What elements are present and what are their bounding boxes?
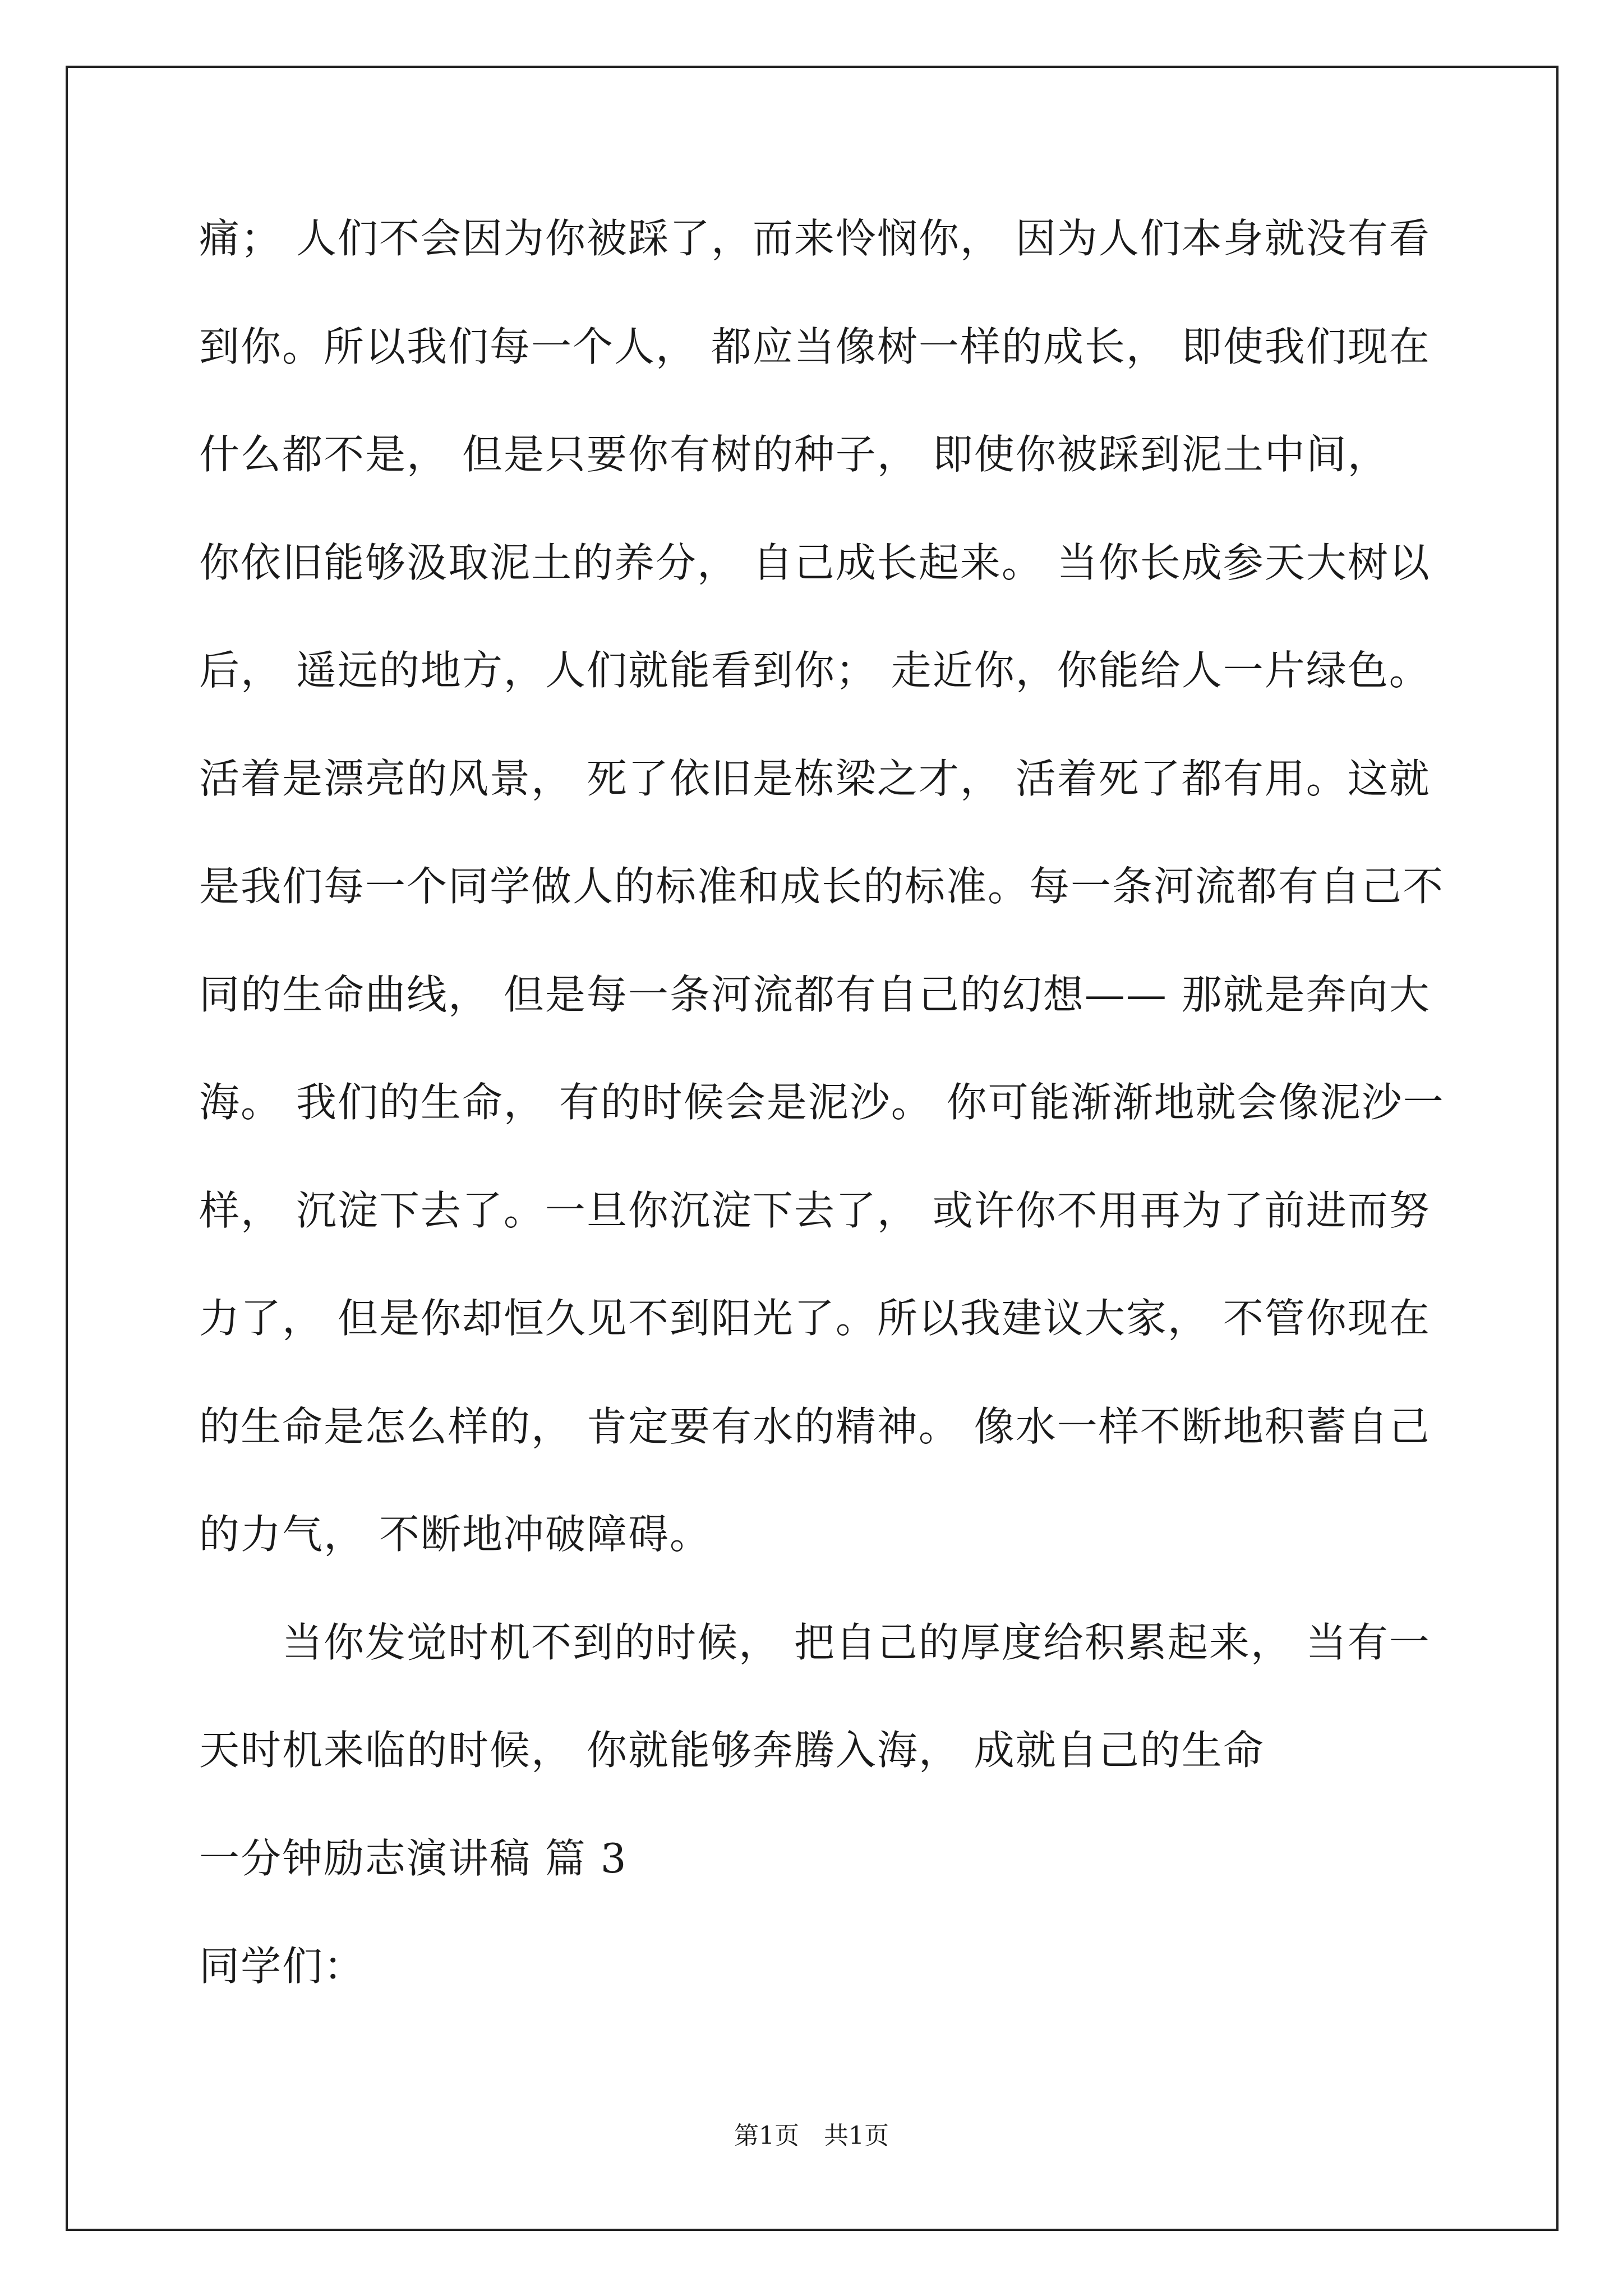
text-line: 天时机来临的时候， 你就能够奔腾入海， 成就自己的生命: [199, 1727, 1265, 1774]
text-line: 是我们每一个同学做人的标准和成长的标准。每一条河流都有自己不: [199, 863, 1445, 910]
page-footer: 第1页 共1页: [734, 2122, 889, 2150]
section-heading: 一分钟励志演讲稿 篇 3: [199, 1834, 628, 1882]
text-line: 样， 沉淀下去了。一旦你沉淀下去了， 或许你不用再为了前进而努: [199, 1186, 1431, 1234]
text-line: 力了， 但是你却恒久见不到阳光了。所以我建议大家， 不管你现在: [199, 1295, 1431, 1342]
text-line: 海。 我们的生命， 有的时候会是泥沙。 你可能渐渐地就会像泥沙一: [199, 1079, 1445, 1126]
text-line: 的生命是怎么样的， 肯定要有水的精神。 像水一样不断地积蓄自己: [199, 1402, 1431, 1450]
text-line: 后， 遥远的地方，人们就能看到你； 走近你，你能给人一片绿色。: [199, 647, 1431, 694]
text-line: 同的生命曲线， 但是每一条河流都有自己的幻想—— 那就是奔向大: [199, 970, 1431, 1018]
text-line: 你依旧能够汲取泥土的养分， 自己成长起来。 当你长成参天大树以: [199, 539, 1431, 586]
text-line: 的力气， 不断地冲破障碍。: [199, 1511, 711, 1558]
text-line: 到你。所以我们每一个人， 都应当像树一样的成长， 即使我们现在: [199, 323, 1431, 370]
text-line: 什么都不是， 但是只要你有树的种子， 即使你被踩到泥土中间，: [199, 431, 1389, 478]
text-line: 活着是漂亮的风景， 死了依旧是栋梁之才， 活着死了都有用。这就: [199, 754, 1431, 802]
document-body: [199, 208, 1445, 2044]
text-line: 当你发觉时机不到的时候， 把自己的厚度给积累起来， 当有一: [199, 1618, 1431, 1666]
salutation: 同学们：: [199, 1943, 366, 1990]
text-line: 痛； 人们不会因为你被踩了，而来怜悯你， 因为人们本身就没有看: [199, 215, 1431, 262]
